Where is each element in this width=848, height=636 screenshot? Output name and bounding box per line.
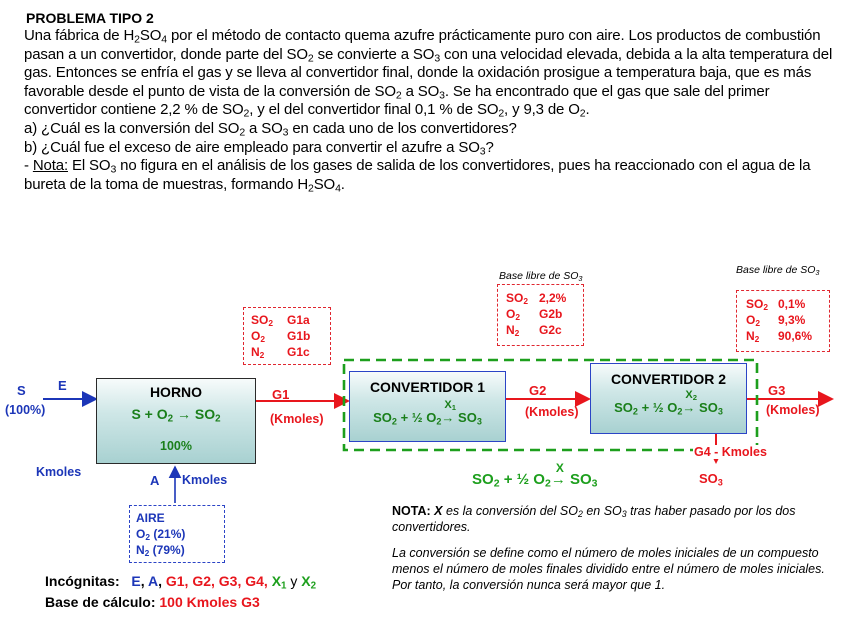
g1-n2-var: G1c bbox=[287, 345, 310, 359]
g3-basis-note: Base libre de $SO_3$ bbox=[736, 264, 820, 277]
g1-n2: $N_2$ bbox=[251, 345, 265, 361]
convertidor-1-equation: $SO_2$ + ½ $O_2$ $X_1$ → $SO_3$ bbox=[373, 399, 482, 427]
g3-so2-val: 0,1% bbox=[778, 297, 806, 311]
stream-a-label: A bbox=[150, 473, 160, 488]
g1-composition-box bbox=[243, 307, 331, 365]
g1-so2-var: G1a bbox=[287, 313, 310, 327]
stream-g2-unit: (Kmoles) bbox=[525, 405, 579, 419]
g2-o2: $O_2$ bbox=[506, 307, 521, 323]
stream-g4-product: $SO_3$ bbox=[699, 471, 723, 488]
convertidor-2-title: CONVERTIDOR 2 bbox=[610, 371, 727, 387]
stream-g2-label: G2 bbox=[529, 383, 547, 398]
g1-o2-var: G1b bbox=[287, 329, 311, 343]
air-title: AIRE bbox=[136, 511, 165, 525]
g1-o2: $O_2$ bbox=[251, 329, 266, 345]
stream-e-label: E bbox=[58, 378, 67, 393]
question-a: a) ¿Cuál es la conversión del $SO_2$ a $SO_3$ en cada uno de los convertidores? bbox=[24, 119, 517, 139]
unknowns-line: Incógnitas: E, A, G1, G2, G3, G4, $X_1$ y $X_2$ bbox=[45, 573, 317, 592]
horno-title: HORNO bbox=[149, 384, 203, 400]
stream-g3-label: G3 bbox=[768, 383, 786, 398]
g2-n2: $N_2$ bbox=[506, 323, 520, 339]
g1-so2: $SO_2$ bbox=[251, 313, 274, 329]
problem-note: - Nota: El $SO_3$ no figura en el análisis de los gases de salida de los convertidores, pues ha reaccionado con el agua de la bureta de la toma de muestras, formando $H_2SO_4$. bbox=[24, 157, 811, 195]
convertidor-2-box bbox=[590, 363, 747, 434]
horno-pct: 100% bbox=[160, 439, 192, 453]
nota-conversion: NOTA: X es la conversión del $SO_2$ en $SO_3$ tras haber pasado por los dos convertidores. bbox=[392, 504, 796, 534]
g3-n2-val: 90,6% bbox=[778, 329, 813, 343]
g2-basis-note: Base libre de $SO_3$ bbox=[499, 270, 583, 283]
stream-g4-label: G4 - Kmoles bbox=[694, 445, 767, 459]
global-reaction-equation: $SO_2$ + ½ $O_2$ X → $SO_3$ bbox=[472, 461, 598, 490]
g3-so2: $SO_2$ bbox=[746, 297, 769, 313]
stream-e-unit: Kmoles bbox=[36, 465, 82, 479]
convertidor-1-title: CONVERTIDOR 1 bbox=[369, 379, 486, 395]
air-n2: $N_2$ (79%) bbox=[136, 543, 185, 559]
horno-box bbox=[96, 378, 256, 464]
stream-g3-unit: (Kmoles) bbox=[766, 403, 820, 417]
problem-title: PROBLEMA TIPO 2 bbox=[26, 10, 154, 26]
stream-g1-label: G1 bbox=[272, 387, 290, 402]
g2-composition-box bbox=[497, 284, 584, 346]
g3-n2: $N_2$ bbox=[746, 329, 760, 345]
feed-s-label: S bbox=[17, 383, 26, 398]
air-o2: $O_2$ (21%) bbox=[136, 527, 186, 543]
convertidor-2-equation: $SO_2$ + ½ $O_2$ $X_2$ → $SO_3$ bbox=[614, 389, 723, 417]
g2-so2-val: 2,2% bbox=[539, 291, 567, 305]
question-b: b) ¿Cuál fue el exceso de aire empleado para convertir el azufre a $SO_3$? bbox=[24, 138, 494, 158]
g2-o2-var: G2b bbox=[539, 307, 563, 321]
feed-s-pct: (100%) bbox=[5, 403, 46, 417]
nota-definition: La conversión se define como el número de moles iniciales de un compuesto menos el número de moles finales dividido entre el número de moles iniciales. Por tanto, la conversión nunca será mayor que 1. bbox=[392, 546, 825, 593]
g2-n2-var: G2c bbox=[539, 323, 562, 337]
air-composition-box bbox=[129, 505, 225, 563]
g3-o2: $O_2$ bbox=[746, 313, 761, 329]
convertidor-1-box bbox=[349, 371, 506, 442]
stream-a-unit: Kmoles bbox=[182, 473, 228, 487]
stream-g1-unit: (Kmoles) bbox=[270, 412, 324, 426]
problem-paragraph: Una fábrica de $H_2SO_4$ por el método de contacto quema azufre prácticamente puro con aire. Los productos de combustión pasan a un convertidor, donde parte del $SO_2$ se convierte a $SO_3$ con una velocidad elevada, debida a la alta temperatura del gas. Entonces se enfría el gas y se lleva al convertidor final, donde la oxidación prosigue a temperatura baja, que es más favorable desde el punto de vista de la conversión de $SO_2$ a $SO_3$. Se ha encontrado que el gas que sale del primer convertidor contiene 2,2 % de $SO_2$, y el del convertidor final 0,1 % de $SO_2$, y 9,3 de $O_2$. bbox=[24, 27, 833, 120]
horno-equation: $S + O_2 \to SO_2$ bbox=[131, 406, 221, 425]
basis-line: Base de cálculo: 100 Kmoles G3 bbox=[45, 594, 260, 610]
g3-composition-box bbox=[736, 290, 830, 352]
g3-o2-val: 9,3% bbox=[778, 313, 806, 327]
g2-so2: $SO_2$ bbox=[506, 291, 529, 307]
